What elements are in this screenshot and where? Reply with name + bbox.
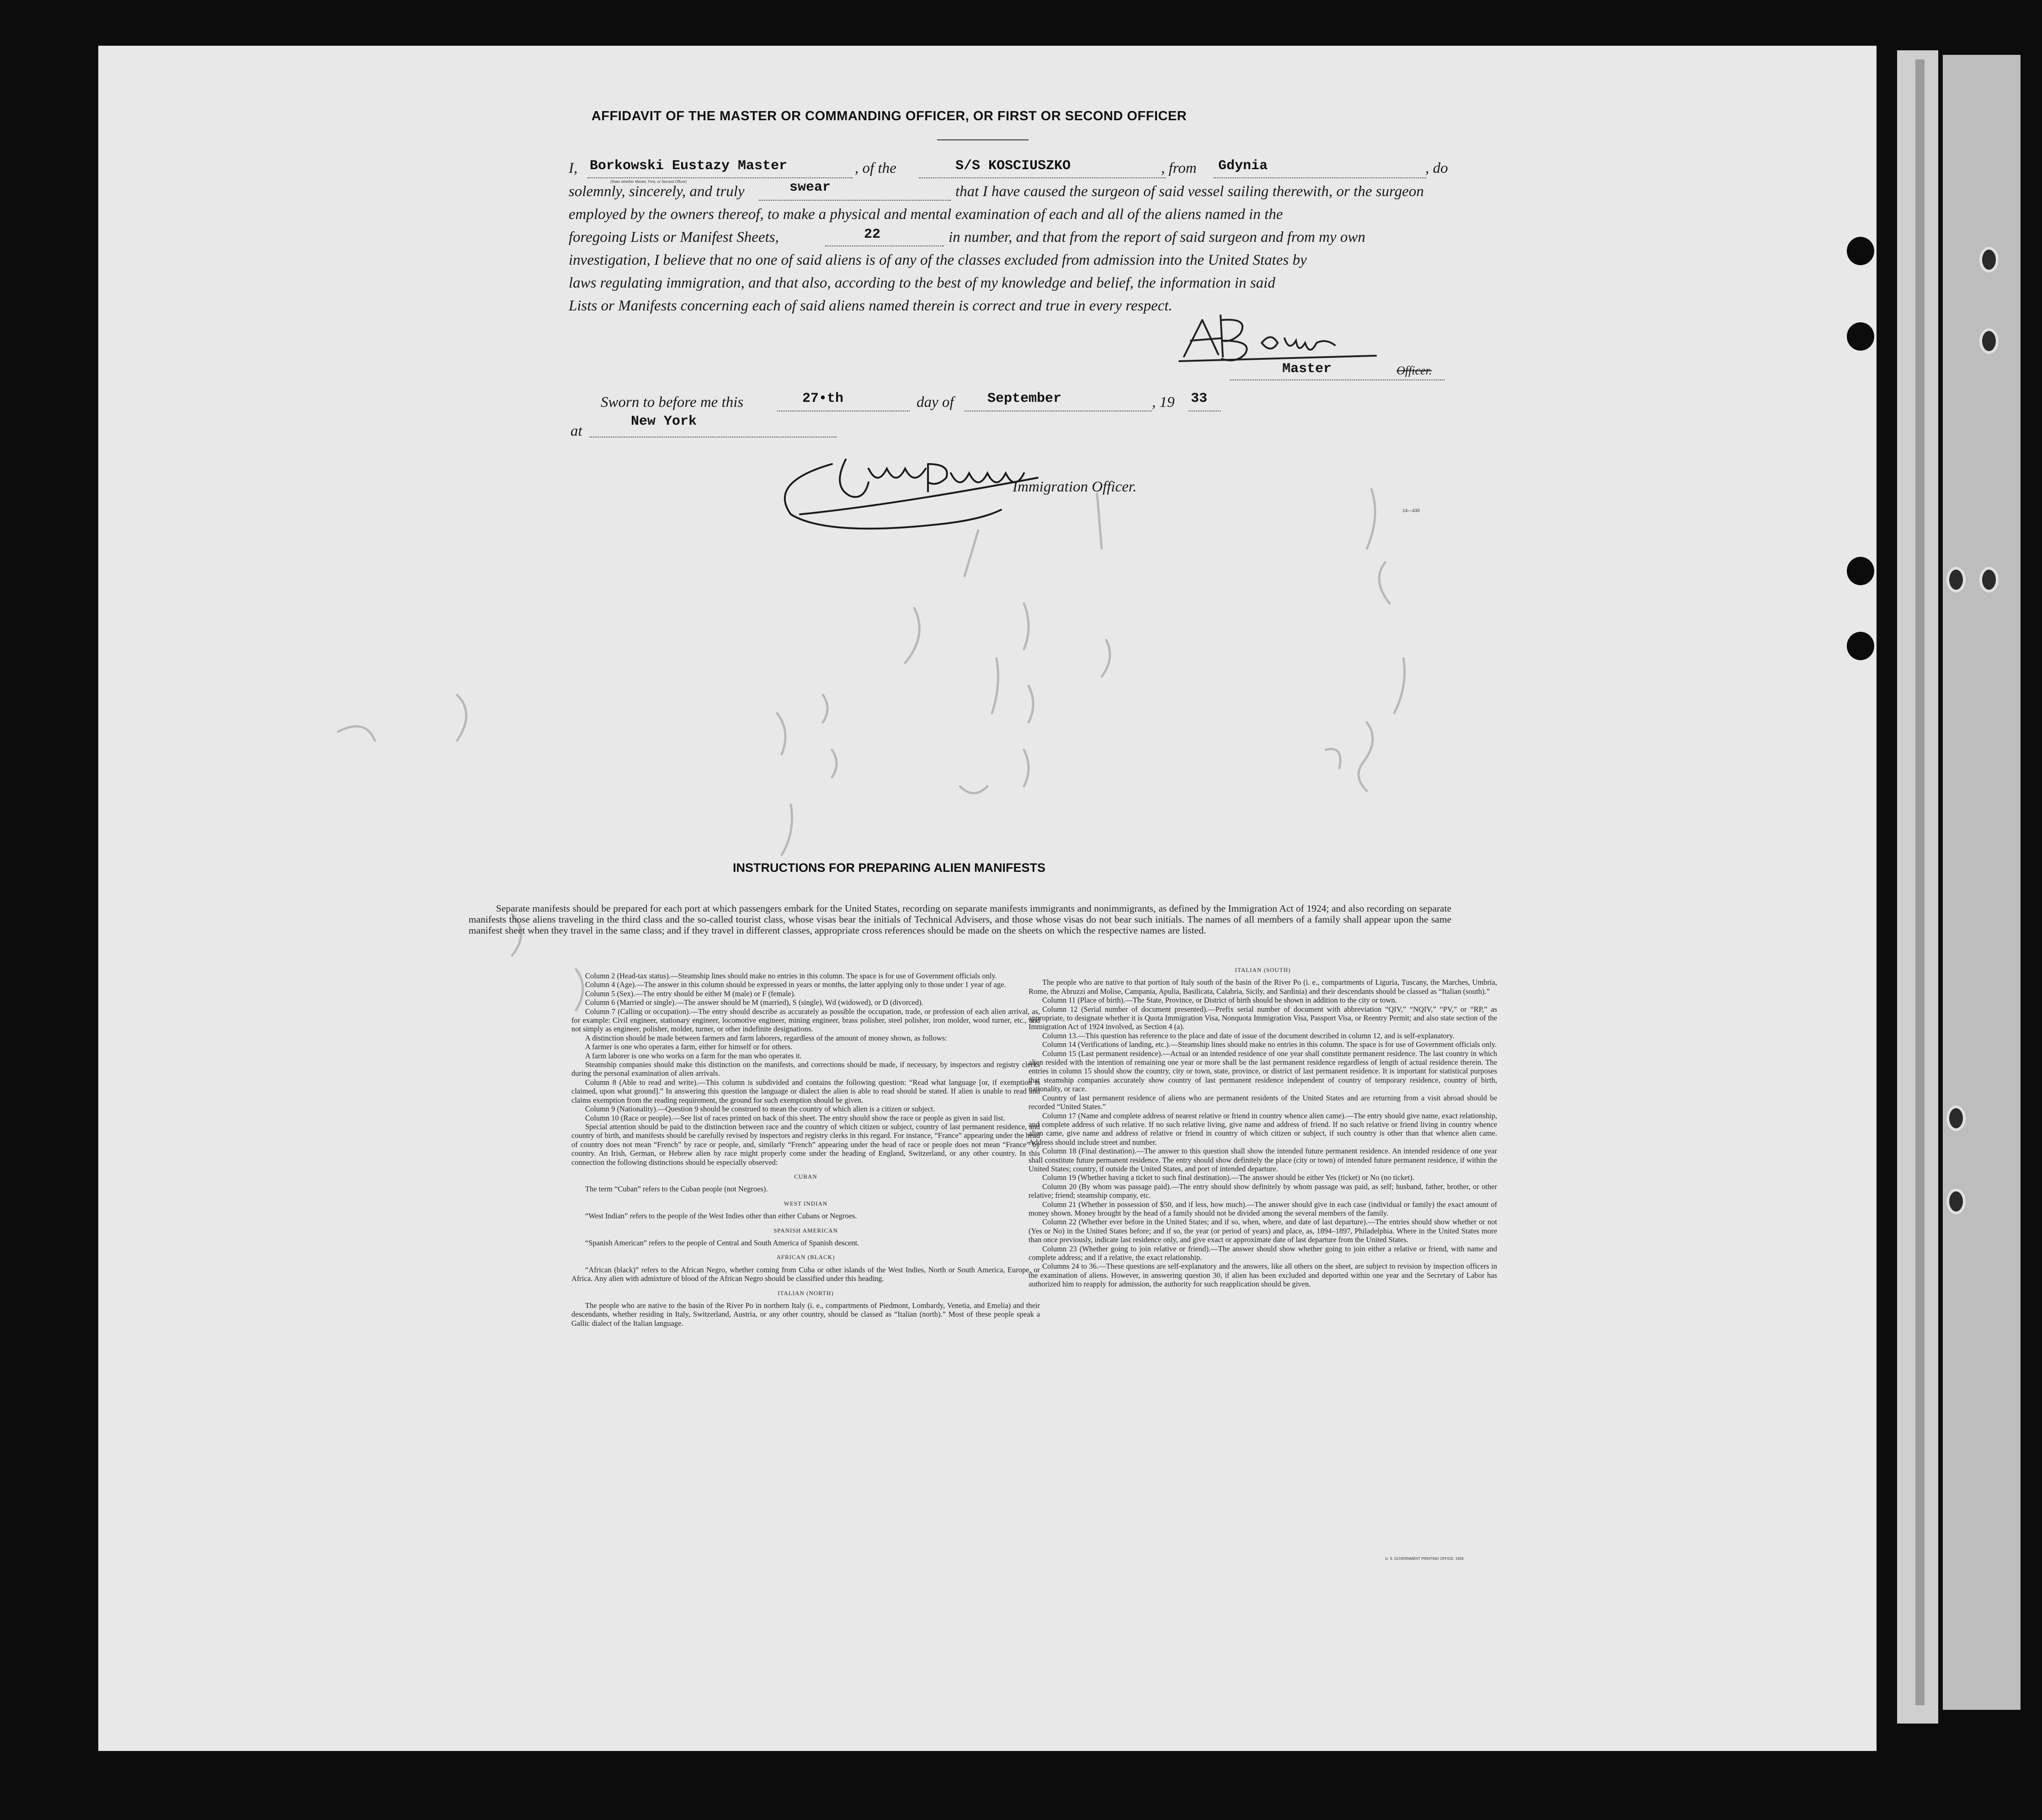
- at-label: at: [570, 423, 582, 439]
- affidavit-text: solemnly, sincerely, and truly: [569, 183, 745, 200]
- master-signature: [1175, 302, 1390, 370]
- oath-field: swear: [789, 180, 831, 195]
- officer-word: Officer.: [1397, 364, 1432, 377]
- fill-line: [1230, 379, 1445, 380]
- instructions-right-column: [1029, 966, 1497, 1289]
- instruction-paragraph: Column 13.—This question has reference to the place and date of issue of the document described in column 12, and is self-explanatory.: [1042, 1031, 1455, 1040]
- instruction-paragraph: A farmer is one who operates a farm, either for himself or for others.: [585, 1042, 793, 1051]
- instruction-paragraph: Column 21 (Whether in possession of $50, and if less, how much).—The answer should give in each case (individual or family) the exact amount of money shown. Money brought by the head of a family should not be divided among the several members of the family.: [1029, 1200, 1497, 1217]
- fill-line: [590, 437, 837, 438]
- affidavit-text: investigation, I believe that no one of said aliens is of any of the classes excluded from admission into the United States by: [569, 252, 1307, 268]
- instruction-paragraph: Columns 24 to 36.—These questions are self-explanatory and the answers, like all others on the sheet, are subject to revision by inspection officers in the examination of aliens. However, in answering question 30, if alien has been excluded and deported within one year and the Secretary of Labor has authorized him to reapply for admission, the authority for such reapplication should be given.: [1029, 1262, 1497, 1289]
- instruction-paragraph: A farm laborer is one who works on a farm for the man who operates it.: [585, 1051, 802, 1060]
- form-number: 14—430: [1402, 508, 1420, 513]
- binder-hole: [1979, 567, 1999, 592]
- binder-hole: [1946, 1105, 1966, 1131]
- instruction-paragraph: “West Indian” refers to the people of the West Indies other than either Cubans or Negroes.: [585, 1212, 857, 1221]
- sworn-text: day of: [917, 394, 954, 411]
- instruction-paragraph: Column 20 (By whom was passage paid).—The entry should show definitely by whom passage was paid, as self; husband, father, brother, or other relative; friend; steamship company, etc.: [1029, 1182, 1497, 1200]
- instruction-paragraph: Column 10 (Race or people).—See list of races printed on back of this sheet. The entry should show the race or people as given in said list.: [585, 1113, 1005, 1122]
- section-heading: CUBAN: [794, 1173, 817, 1180]
- instruction-paragraph: Country of last permanent residence of aliens who are permanent residents of the United States and are returning from a visit abroad should be recorded “United States.”: [1029, 1093, 1497, 1111]
- instruction-paragraph: Steamship companies should make this distinction on the manifests, and corrections should be made, if necessary, by inspectors and registry clerks during the personal examination of alien arrivals.: [571, 1060, 1040, 1078]
- sworn-text: , 19: [1152, 394, 1175, 411]
- affidavit-text: employed by the owners thereof, to make a physical and mental examination of each and all of the aliens named in the: [569, 206, 1283, 223]
- port-field: Gdynia: [1218, 158, 1268, 174]
- instruction-paragraph: “African (black)” refers to the African Negro, whether coming from Cuba or other islands of the West Indies, North or South America, Europe, or Africa. Any alien with admixture of blood of the African Negro should be classified under this heading.: [571, 1265, 1040, 1283]
- instruction-paragraph: Column 9 (Nationality).—Question 9 should be construed to mean the country of which alien is a citizen or subject.: [585, 1105, 935, 1114]
- affidavit-text: I,: [569, 160, 578, 176]
- binder-hole: [1847, 322, 1874, 351]
- instruction-paragraph: A distinction should be made between farmers and farm laborers, regardless of the amount of money shown, as follows:: [585, 1033, 947, 1042]
- instructions-intro: Separate manifests should be prepared for each port at which passengers embark for the United States, recording on separate manifests immigrants and nonimmigrants, as defined by the Immigration Act of 1924; and also recording on separate manifests those aliens traveling in the third class and the so-called tourist class, whose visas bear the initials of Technical Advisers, and those whose visas do not bear such initials. The names of all members of a family shall appear upon the same manifest sheet when they travel in the same class; and if they travel in different classes, appropriate cross references should be made on the sheets on which the respective names are listed.: [469, 903, 1451, 936]
- binder-hole: [1847, 632, 1874, 660]
- instruction-paragraph: Column 2 (Head-tax status).—Steamship lines should make no entries in this column. The space is for use of Government officials only.: [585, 971, 997, 980]
- printer-imprint: U. S. GOVERNMENT PRINTING OFFICE: 1934: [1385, 1557, 1464, 1561]
- master-name-field: Borkowski Eustazy Master: [590, 158, 788, 174]
- instructions-title: INSTRUCTIONS FOR PREPARING ALIEN MANIFESTS: [732, 861, 1046, 875]
- affidavit-text: foregoing Lists or Manifest Sheets,: [569, 229, 779, 246]
- sworn-year-field: 33: [1191, 391, 1208, 406]
- instruction-paragraph: “Spanish American” refers to the people of Central and South America of Spanish descent.: [585, 1238, 859, 1247]
- affidavit-text: , of the: [855, 160, 896, 176]
- divider: [937, 139, 1029, 140]
- instruction-paragraph: Special attention should be paid to the distinction between race and the country of which citizen or subject, country of last permanent residence, and country of birth, and manifests should be carefully revised by inspectors and registry clerks in this regard. For instance, “France” appearing under the head of country does not mean “French” by race or people, and, similarly “French” appearing under the head of race or people does not mean “France” by country. An Irish, German, or Hebrew alien by race might properly come under the heading of England, Switzerland, or any other country. In this connection the following distinctions should be especially observed:: [571, 1122, 1040, 1167]
- binder-hole: [1979, 247, 1999, 272]
- instruction-paragraph: Column 17 (Name and complete address of nearest relative or friend in country whence alien came).—The entry should give name, exact relationship, and complete address of such relative. If no such relative living, give name and address of friend. If no such relative or friend living in country whence alien came, give name and address of relative or friend in country of which citizen or subject, if such country is other than that whence alien came. Address should include street and number.: [1029, 1111, 1497, 1147]
- binder-hole: [1946, 1189, 1966, 1214]
- affidavit-text: that I have caused the surgeon of said vessel sailing therewith, or the surgeon: [955, 183, 1424, 200]
- instruction-paragraph: Column 7 (Calling or occupation).—The entry should describe as accurately as possible the occupation, trade, or profession of each alien arrival, as, for example: Civil engineer, stationary engineer, locomotive engineer, mining engineer, brass polisher, steel polisher, iron molder, wood turner, etc., and not simply as engineer, polisher, molder, turner, or other indefinite designations.: [571, 1007, 1040, 1034]
- affidavit-text: , do: [1425, 160, 1448, 176]
- instruction-paragraph: Column 19 (Whether having a ticket to such final destination).—The answer should be either Yes (ticket) or No (no ticket).: [1042, 1173, 1414, 1182]
- at-place-field: New York: [631, 414, 697, 429]
- affidavit-text: laws regulating immigration, and that also, according to the best of my knowledge and belief, the information in said: [569, 275, 1275, 291]
- instruction-paragraph: Column 4 (Age).—The answer in this column should be expressed in years or months, the latter applying only to those under 1 year of age.: [585, 980, 1006, 989]
- section-heading: ITALIAN (NORTH): [778, 1289, 834, 1297]
- page-edge: [1943, 55, 2021, 1710]
- vessel-name-field: S/S KOSCIUSZKO: [955, 158, 1071, 174]
- state-note: (State whether Master, First, or Second Officer): [610, 180, 687, 184]
- sheet-count-field: 22: [864, 227, 881, 242]
- fill-line: [587, 177, 853, 178]
- affidavit-text: in number, and that from the report of said surgeon and from my own: [949, 229, 1365, 246]
- instruction-paragraph: Column 8 (Able to read and write).—This column is subdivided and contains the following question: “Read what language [or, if exemption is claimed, upon what ground].” In answering this question the language or dialect the alien is able to read should be stated. If alien is unable to read and claims exemption from the reading requirement, the ground for such exemption should be given.: [571, 1078, 1040, 1105]
- instruction-paragraph: Column 22 (Whether ever before in the United States; and if so, when, where, and date of last departure).—The entries should show whether or not (Yes or No) in the United States before; and if so, the year (or period of years) and place, as, 1894–1897, Philadelphia. Where in the United States more than once previously, indicate last residence only, and give exact or approximate date of last departure from the United States.: [1029, 1217, 1497, 1244]
- page-edge: [1915, 59, 1925, 1705]
- section-heading: SPANISH AMERICAN: [773, 1227, 838, 1234]
- sworn-text: Sworn to before me this: [601, 394, 744, 411]
- instruction-paragraph: Column 15 (Last permanent residence).—Actual or an intended residence of one year shall constitute permanent residence. The last country in which alien resided with the intention of remaining one year or more shall be the last permanent residence regardless of length of actual residence therein. The entries in column 15 should show the country, city or town, state, province, or district of last permanent residence. It is important for statistical purposes that steamship companies accurately show country of last permanent residence independent of country of temporary residence, country of birth, nationality, or race.: [1029, 1049, 1497, 1094]
- instructions-left-column: [571, 971, 1040, 1328]
- instruction-paragraph: The term “Cuban” refers to the Cuban people (not Negroes).: [585, 1185, 768, 1194]
- binder-hole: [1979, 328, 1999, 354]
- instruction-paragraph: The people who are native to that portion of Italy south of the basin of the River Po (i. e., compartments of Liguria, Tuscany, the Marches, Umbria, Rome, the Abruzzi and Molise, Campania, Apulia, Basilicata, Calabria, Sicily, and Sardinia) and their descendants should be classed as “Italian (south).”: [1029, 978, 1497, 996]
- instruction-paragraph: Column 23 (Whether going to join relative or friend).—The answer should show whether going to join either a relative or friend, with name and complete address; and if a relative, the exact relationship.: [1029, 1244, 1497, 1262]
- instruction-paragraph: Column 18 (Final destination).—The answer to this question shall show the intended future permanent residence. An intended residence of one year shall constitute future permanent residence. The entry should show definitely the place (city or town) of intended future permanent residence, if within the United States; country, if outside the United States, and port of intended departure.: [1029, 1147, 1497, 1173]
- officer-label: Immigration Officer.: [1013, 479, 1137, 495]
- instruction-paragraph: Column 11 (Place of birth).—The State, Province, or District of birth should be shown in addition to the city or town.: [1042, 996, 1397, 1005]
- binder-hole: [1847, 237, 1874, 265]
- fill-line: [1214, 177, 1426, 178]
- sworn-month-field: September: [987, 391, 1062, 406]
- instruction-paragraph: The people who are native to the basin of the River Po in northern Italy (i. e., compartments of Piedmont, Lombardy, Venetia, and Emelia) and their descendants, whether residing in Italy, Switzerland, Austria, or any other country, should be classed as “Italian (north).” Most of these people speak a Gallic dialect of the Italian language.: [571, 1301, 1040, 1328]
- signer-title-field: Master: [1282, 361, 1332, 377]
- sworn-day-field: 27•th: [802, 391, 844, 406]
- instruction-paragraph: Column 14 (Verifications of landing, etc.).—Steamship lines should make no entries in this column. The space is for use of Government officials only.: [1042, 1040, 1497, 1049]
- binder-hole: [1847, 557, 1874, 585]
- affidavit-text: , from: [1161, 160, 1197, 176]
- fill-line: [919, 177, 1166, 178]
- section-heading: AFRICAN (BLACK): [776, 1254, 835, 1261]
- instruction-paragraph: Column 6 (Married or single).—The answer should be M (married), S (single), Wd (widowed), or D (divorced).: [585, 998, 923, 1007]
- section-heading: WEST INDIAN: [784, 1200, 828, 1207]
- instruction-paragraph: Column 5 (Sex).—The entry should be either M (male) or F (female).: [585, 989, 796, 998]
- binder-hole: [1946, 567, 1966, 592]
- affidavit-text: Lists or Manifests concerning each of said aliens named therein is correct and true in every respect.: [569, 298, 1173, 314]
- fill-line: [759, 200, 951, 201]
- affidavit-title: AFFIDAVIT OF THE MASTER OR COMMANDING OFFICER, OR FIRST OR SECOND OFFICER: [591, 109, 1187, 123]
- instruction-paragraph: Column 12 (Serial number of document presented).—Prefix serial number of document with abbreviation “QIV,” “NQIV,” “PV,” or “RP,” as appropriate, to designate whether it is Quota Immigration Visa, Nonquota Immigration Visa, Passport Visa, or Reentry Permit; and also state section of the Immigration Act of 1924 involved, as Section 4 (a).: [1029, 1004, 1497, 1031]
- section-heading: ITALIAN (SOUTH): [1235, 966, 1291, 973]
